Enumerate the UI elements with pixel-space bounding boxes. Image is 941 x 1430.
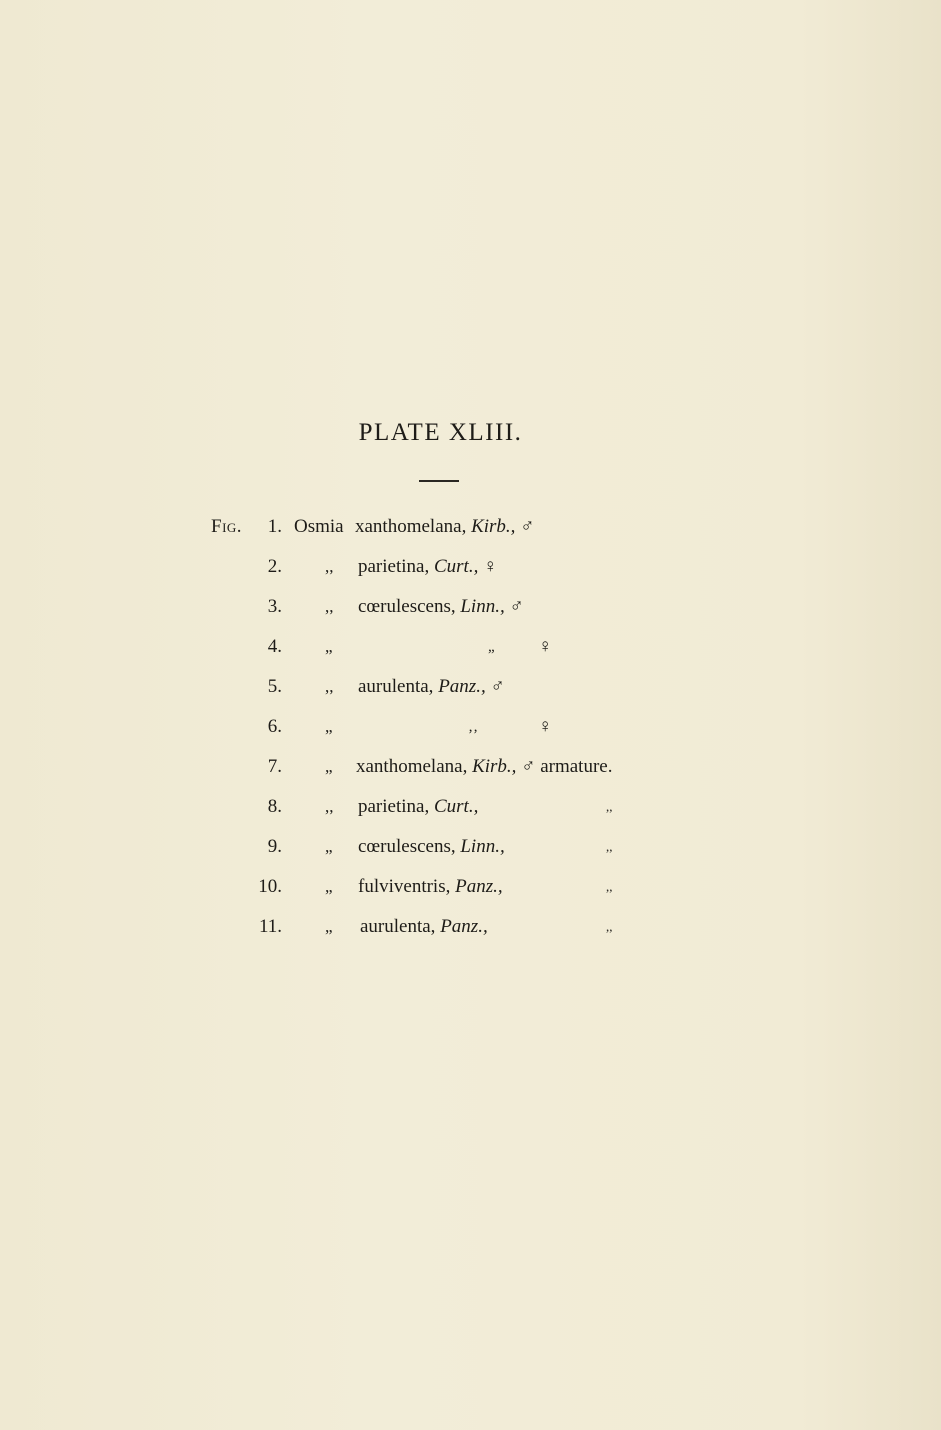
- author-name: Kirb.,: [472, 756, 517, 777]
- figure-number: 9.: [267, 836, 282, 857]
- plate-title: PLATE XLIII.: [358, 419, 523, 446]
- author-name: Panz.,: [440, 916, 488, 937]
- figure-number: 6.: [267, 716, 282, 737]
- species-line: [358, 554, 497, 580]
- sex-symbol: ♂: [520, 516, 535, 537]
- column-ditto-mark: ,,: [606, 839, 613, 854]
- ditto-mark: „: [325, 717, 333, 736]
- column-ditto-mark: ,,: [606, 919, 613, 934]
- sex-symbol: ♂: [490, 676, 505, 697]
- ditto-mark: ,,: [325, 797, 334, 816]
- author-name: Kirb.,: [471, 516, 516, 537]
- figure-entry-6: [0, 714, 941, 740]
- figure-entry-5: [0, 674, 941, 700]
- sex-symbol: ♀: [538, 716, 553, 737]
- species-line: [358, 794, 478, 820]
- figure-entry-7: [0, 754, 941, 780]
- author-name: Curt.,: [433, 796, 479, 817]
- species-name: xanthomelana,: [356, 756, 468, 777]
- figure-entry-10: [0, 874, 941, 900]
- species-name: aurulenta,: [360, 916, 436, 937]
- author-name: Linn.,: [460, 596, 505, 617]
- figure-number: 3.: [267, 596, 282, 617]
- species-line: [358, 674, 505, 700]
- ditto-mark: „: [325, 757, 333, 776]
- sex-symbol: ♂: [521, 756, 536, 777]
- species-name: cœrulescens,: [358, 836, 456, 857]
- sex-symbol: ♀: [483, 556, 498, 577]
- title-rule: [419, 480, 459, 482]
- figure-number: 2.: [267, 556, 282, 577]
- ditto-mark: „: [325, 917, 333, 936]
- figure-entry-4: [0, 634, 941, 660]
- figure-entry-11: [0, 914, 941, 940]
- sex-symbol: ♂: [509, 596, 524, 617]
- species-ditto-mark: „: [488, 639, 495, 655]
- figure-entry-8: [0, 794, 941, 820]
- genus-name: Osmia: [294, 516, 344, 537]
- figure-number: 8.: [267, 796, 282, 817]
- author-name: Panz.,: [455, 876, 503, 897]
- figure-entry-3: [0, 594, 941, 620]
- species-name: aurulenta,: [358, 676, 434, 697]
- figure-number: 4.: [267, 636, 282, 657]
- species-line: [358, 834, 505, 860]
- species-name: parietina,: [358, 556, 430, 577]
- species-line: [360, 914, 488, 940]
- armature-label: armature.: [540, 756, 613, 777]
- ditto-mark: ,,: [325, 557, 334, 576]
- ditto-mark: ,,: [325, 677, 334, 696]
- column-ditto-mark: ,,: [606, 879, 613, 894]
- species-name: parietina,: [358, 796, 430, 817]
- figure-number: 10.: [258, 876, 282, 897]
- column-ditto-mark: ,,: [606, 799, 613, 814]
- figure-entry-1: [0, 514, 941, 540]
- ditto-mark: „: [325, 877, 333, 896]
- species-name: xanthomelana,: [355, 516, 467, 537]
- species-line: [355, 514, 534, 540]
- species-line: [356, 754, 612, 780]
- species-name: fulviventris,: [358, 876, 451, 897]
- ditto-mark: „: [325, 637, 333, 656]
- figure-number: 1.: [267, 516, 282, 537]
- figure-number: 5.: [267, 676, 282, 697]
- sex-symbol: ♀: [538, 636, 553, 657]
- figure-entry-9: [0, 834, 941, 860]
- ditto-mark: „: [325, 837, 333, 856]
- figure-number: 7.: [267, 756, 282, 777]
- figure-entry-2: [0, 554, 941, 580]
- species-ditto-mark: ‚‚: [468, 719, 478, 735]
- author-name: Linn.,: [460, 836, 505, 857]
- author-name: Panz.,: [438, 676, 486, 697]
- figure-number: 11.: [258, 916, 282, 937]
- species-line: [358, 874, 503, 900]
- author-name: Curt.,: [433, 556, 479, 577]
- ditto-mark: ,,: [325, 597, 334, 616]
- species-line: [358, 594, 524, 620]
- species-name: cœrulescens,: [358, 596, 456, 617]
- fig-label: Fig.: [211, 516, 243, 537]
